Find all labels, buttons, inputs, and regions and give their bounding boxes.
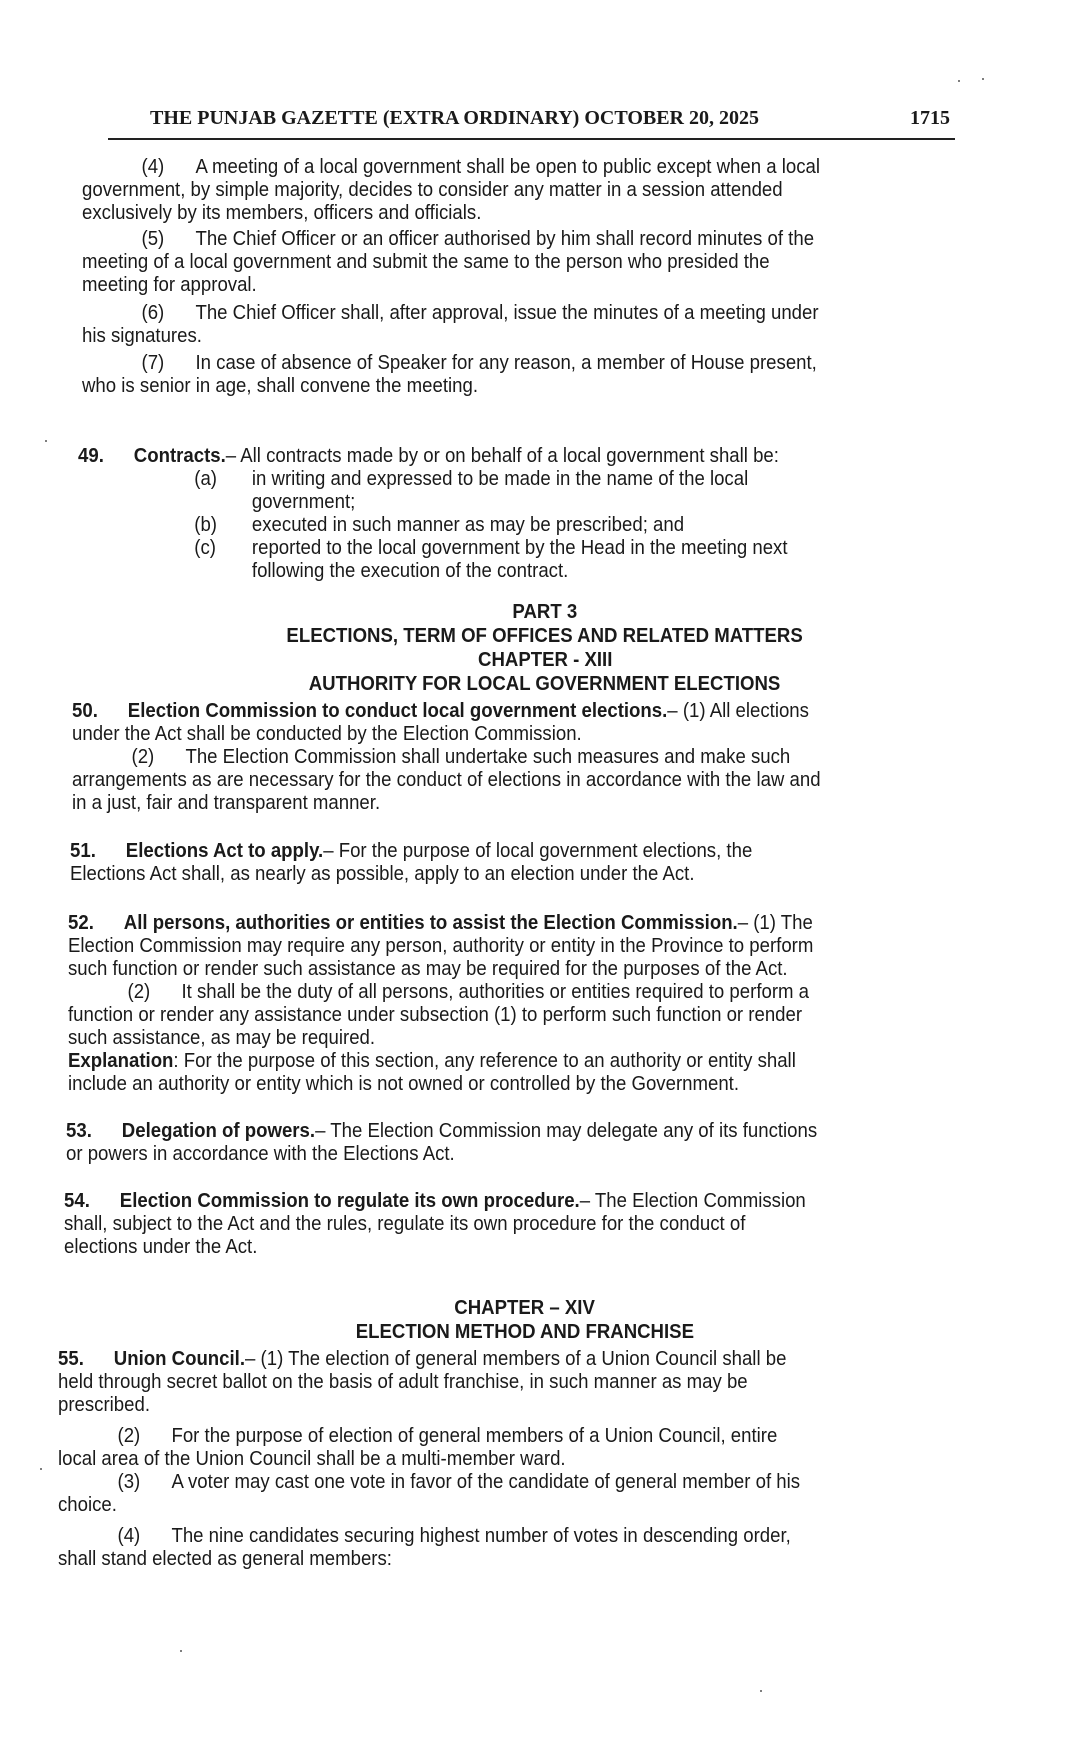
chapter-text: CHAPTER – XIV (454, 1297, 596, 1319)
text-line: exclusively by its members, officers and officials. (82, 202, 482, 224)
chapter-heading-14 (0, 1296, 1065, 1320)
text-line: – All contracts made by or on behalf of a local government shall be: (225, 445, 779, 467)
text-line: meeting of a local government and submit the same to the person who presided the (82, 251, 770, 273)
section-number: 55. (58, 1348, 84, 1370)
scan-speck (40, 1468, 42, 1470)
subsection-number: (4) (117, 1525, 141, 1547)
text-line: – The Election Commission (579, 1190, 806, 1212)
text-line: reported to the local government by the Head in the meeting next (251, 537, 788, 559)
section-heading: All persons, authorities or entities to assist the Election Commission. (123, 912, 738, 934)
subsection-number: (7) (141, 352, 165, 374)
chapter-heading (5, 648, 1080, 672)
text-line: It shall be the duty of all persons, authorities or entities required to perform a (181, 981, 810, 1003)
page-number: 1715 (910, 107, 950, 129)
text-line: Elections Act shall, as nearly as possible, apply to an election under the Act. (70, 863, 695, 885)
text-line: following the execution of the contract. (251, 560, 569, 582)
part-subtitle-text: ELECTIONS, TERM OF OFFICES AND RELATED MATTERS (286, 625, 804, 647)
section-number: 52. (68, 912, 94, 934)
text-line: – The Election Commission may delegate any of its functions (315, 1120, 818, 1142)
text-line: under the Act shall be conducted by the Election Commission. (72, 723, 582, 745)
text-line: arrangements as are necessary for the conduct of elections in accordance with the law and (72, 769, 821, 791)
chapter-text: CHAPTER - XIII (477, 649, 613, 671)
text-line: Election Commission may require any person, authority or entity in the Province to perform (68, 935, 814, 957)
subsection-48-4 (82, 156, 982, 225)
subsection-number: (2) (117, 1425, 141, 1447)
section-heading: Delegation of powers. (121, 1120, 316, 1142)
text-line: government; (251, 491, 356, 513)
scan-speck (180, 1650, 182, 1652)
scan-speck (760, 1690, 762, 1692)
text-line: elections under the Act. (64, 1236, 258, 1258)
text-line: in writing and expressed to be made in the name of the local (251, 468, 749, 490)
section-heading: Election Commission to conduct local government elections. (127, 700, 668, 722)
subsection-number: (3) (117, 1471, 141, 1493)
text-line: The Chief Officer or an officer authorised by him shall record minutes of the (195, 228, 815, 250)
text-line: For the purpose of election of general members of a Union Council, entire (171, 1425, 778, 1447)
text-line: such function or render such assistance as may be required for the purposes of the Act. (68, 958, 788, 980)
text-line: – (1) All elections (667, 700, 809, 722)
section-number: 51. (70, 840, 96, 862)
text-line: The nine candidates securing highest number of votes in descending order, (171, 1525, 791, 1547)
part-subtitle (5, 624, 1080, 648)
scan-speck (982, 78, 984, 80)
subsection-number: (5) (141, 228, 165, 250)
subsection-48-5 (82, 228, 982, 297)
section-50 (72, 700, 972, 815)
section-number: 54. (64, 1190, 90, 1212)
text-line: A voter may cast one vote in favor of the candidate of general member of his (171, 1471, 801, 1493)
text-line: : For the purpose of this section, any reference to an authority or entity shall (173, 1050, 796, 1072)
subsection-48-7 (82, 352, 982, 398)
text-line: such assistance, as may be required. (68, 1027, 376, 1049)
header-rule (108, 138, 955, 140)
text-line: government, by simple majority, decides to consider any matter in a session attended (82, 179, 783, 201)
section-heading: Union Council. (113, 1348, 246, 1370)
section-heading: Election Commission to regulate its own procedure. (119, 1190, 580, 1212)
chapter-title (5, 672, 1080, 696)
part-title (5, 600, 1080, 624)
scan-speck (958, 80, 960, 82)
text-line: shall stand elected as general members: (58, 1548, 392, 1570)
text-line: The Election Commission shall undertake such measures and make such (185, 746, 791, 768)
text-line: meeting for approval. (82, 274, 257, 296)
section-heading: Contracts. (133, 445, 226, 467)
section-number: 49. (78, 445, 104, 467)
text-line: local area of the Union Council shall be a multi-member ward. (58, 1448, 566, 1470)
text-line: – (1) The (737, 912, 813, 934)
clause-label: (b) (194, 514, 217, 536)
gazette-title: THE PUNJAB GAZETTE (EXTRA ORDINARY) OCTOBER 20, 2025 (150, 107, 760, 129)
subsection-48-6 (82, 302, 982, 348)
section-number: 50. (72, 700, 98, 722)
clause-label: (c) (194, 537, 216, 559)
subsection-number: (2) (127, 981, 151, 1003)
text-line: who is senior in age, shall convene the meeting. (82, 375, 479, 397)
chapter-title-text: ELECTION METHOD AND FRANCHISE (355, 1321, 695, 1343)
text-line: choice. (58, 1494, 117, 1516)
text-line: include an authority or entity which is not owned or controlled by the Government. (68, 1073, 740, 1095)
text-line: in a just, fair and transparent manner. (72, 792, 381, 814)
text-line: function or render any assistance under subsection (1) to perform such function or render (68, 1004, 803, 1026)
subsection-number: (2) (131, 746, 155, 768)
text-line: or powers in accordance with the Elections Act. (66, 1143, 455, 1165)
text-line: his signatures. (82, 325, 202, 347)
text-line: held through secret ballot on the basis of adult franchise, in such manner as may be (58, 1371, 748, 1393)
scan-speck (45, 440, 47, 442)
text-line: In case of absence of Speaker for any reason, a member of House present, (195, 352, 817, 374)
text-line: – (1) The election of general members of a Union Council shall be (245, 1348, 787, 1370)
text-line: prescribed. (58, 1394, 151, 1416)
chapter-title-14 (0, 1320, 1065, 1344)
chapter-title-text: AUTHORITY FOR LOCAL GOVERNMENT ELECTIONS (309, 673, 781, 695)
text-line: – For the purpose of local government elections, the (323, 840, 753, 862)
section-heading: Elections Act to apply. (125, 840, 324, 862)
part-title-text: PART 3 (512, 601, 578, 623)
section-53 (66, 1120, 966, 1166)
text-line: executed in such manner as may be prescribed; and (251, 514, 685, 536)
subsection-number: (4) (141, 156, 165, 178)
section-number: 53. (66, 1120, 92, 1142)
text-line: shall, subject to the Act and the rules, regulate its own procedure for the conduct of (64, 1213, 746, 1235)
section-49 (78, 445, 978, 583)
section-52 (68, 912, 968, 1096)
text-line: A meeting of a local government shall be open to public except when a local (195, 156, 820, 178)
section-51 (70, 840, 970, 886)
clause-label: (a) (194, 468, 217, 490)
text-line: The Chief Officer shall, after approval, issue the minutes of a meeting under (195, 302, 819, 324)
explanation-label: Explanation (68, 1050, 174, 1072)
section-55 (58, 1348, 958, 1571)
section-54 (64, 1190, 964, 1259)
subsection-number: (6) (141, 302, 165, 324)
